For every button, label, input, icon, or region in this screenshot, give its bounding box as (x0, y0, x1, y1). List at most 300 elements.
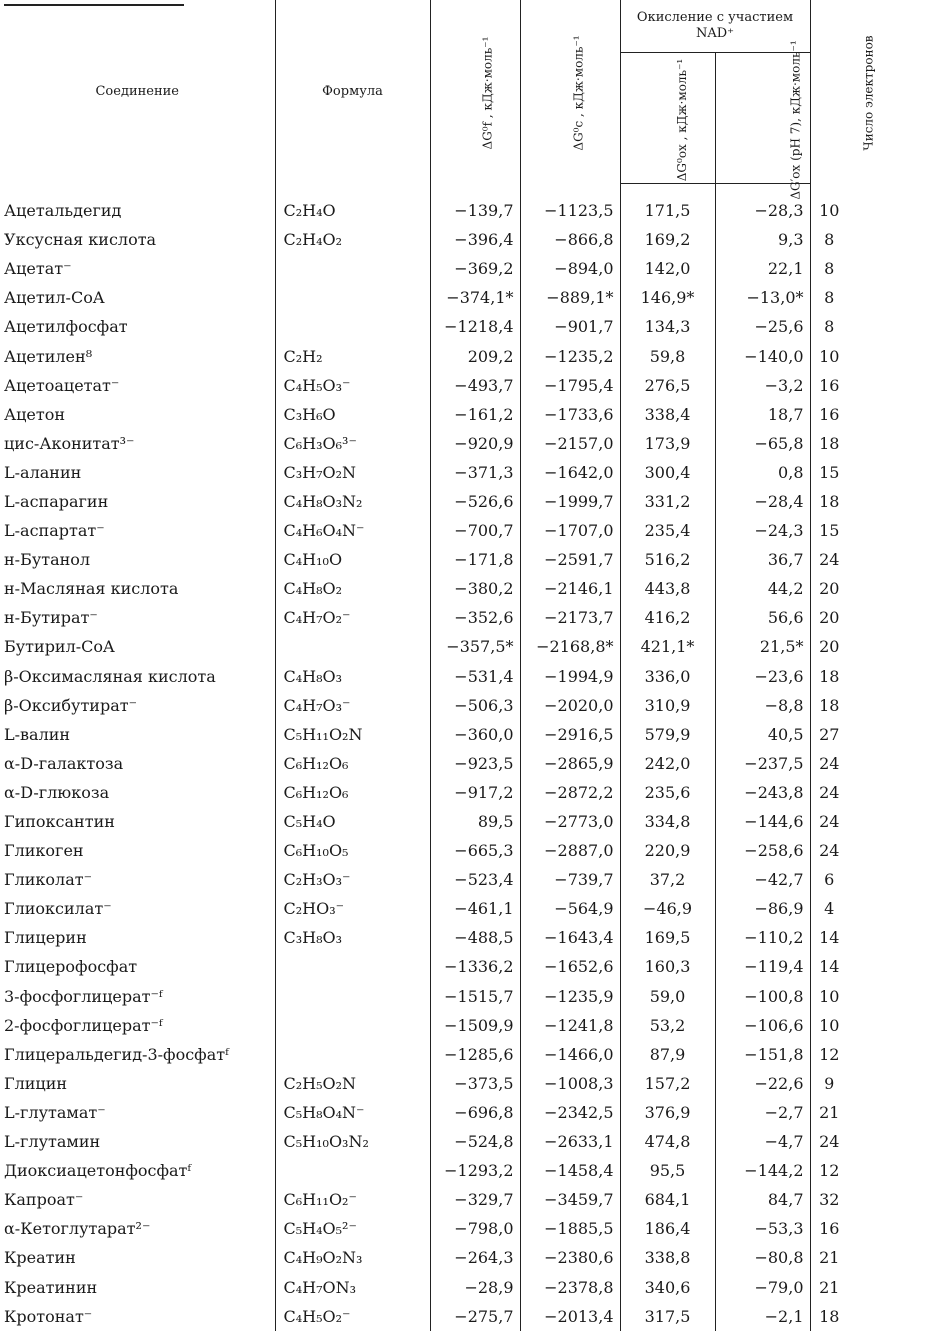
dgox-cell: 300,4 (620, 458, 715, 487)
electrons-cell: 18 (810, 487, 848, 516)
dgox7-cell: −151,8 (715, 1040, 810, 1069)
dgox-cell: 242,0 (620, 749, 715, 778)
table-row (0, 778, 848, 807)
formula-cell (275, 1011, 430, 1040)
table-row (0, 487, 848, 516)
dgc-cell: −2872,2 (520, 778, 620, 807)
table-row (0, 720, 848, 749)
electrons-cell: 20 (810, 574, 848, 603)
dgox-cell: 59,0 (620, 982, 715, 1011)
compound-cell: α-D-глюкоза (4, 782, 110, 802)
compound-cell: L-аспартат⁻ (4, 521, 105, 541)
dgox7-cell: 21,5* (715, 632, 810, 661)
dgc-cell: −2146,1 (520, 574, 620, 603)
formula-cell: C₄H₅O₂⁻ (275, 1302, 430, 1331)
dgox7-cell: −140,0 (715, 341, 810, 370)
dgc-cell: −1235,9 (520, 982, 620, 1011)
dgf-cell: −923,5 (430, 749, 520, 778)
compound-cell: Ацетилен⁸ (4, 346, 93, 366)
formula-cell (275, 1040, 430, 1069)
dgox7-cell: −25,6 (715, 312, 810, 341)
electrons-cell: 9 (810, 1069, 848, 1098)
dgox-cell: 516,2 (620, 545, 715, 574)
dgc-cell: −2591,7 (520, 545, 620, 574)
dgc-cell: −2633,1 (520, 1127, 620, 1156)
dgox-cell: 276,5 (620, 371, 715, 400)
electrons-cell: 14 (810, 923, 848, 952)
compound-cell: н-Бутират⁻ (4, 608, 98, 628)
compound-cell: Кротонат⁻ (4, 1306, 93, 1326)
dgc-cell: −1642,0 (520, 458, 620, 487)
dgf-cell: −329,7 (430, 1185, 520, 1214)
electrons-cell: 10 (810, 341, 848, 370)
header-electrons (810, 0, 876, 184)
compound-cell: цис-Аконитат³⁻ (4, 433, 135, 453)
dgc-cell: −2378,8 (520, 1272, 620, 1301)
table-body (0, 184, 848, 1331)
dgox7-cell: 36,7 (715, 545, 810, 574)
formula-cell: C₆H₁₁O₂⁻ (275, 1185, 430, 1214)
dgf-cell: −1293,2 (430, 1156, 520, 1185)
dgox7-cell: 40,5 (715, 720, 810, 749)
dgf-cell: −352,6 (430, 603, 520, 632)
table-row (0, 603, 848, 632)
dgf-cell: 209,2 (430, 341, 520, 370)
dgox7-cell: −3,2 (715, 371, 810, 400)
dgf-cell: −28,9 (430, 1272, 520, 1301)
formula-cell: C₅H₄O (275, 807, 430, 836)
dgc-cell: −1123,5 (520, 184, 620, 226)
table-row (0, 254, 848, 283)
dgc-cell: −894,0 (520, 254, 620, 283)
electrons-cell: 24 (810, 545, 848, 574)
compound-cell: Глиоксилат⁻ (4, 899, 112, 919)
dgf-cell: −380,2 (430, 574, 520, 603)
formula-cell: C₂HO₃⁻ (275, 894, 430, 923)
compound-cell: Диоксиацетонфосфатᶠ (4, 1161, 191, 1181)
dgc-cell: −1885,5 (520, 1214, 620, 1243)
electrons-cell: 12 (810, 1156, 848, 1185)
dgf-cell: −357,5* (430, 632, 520, 661)
dgf-cell: −396,4 (430, 225, 520, 254)
formula-cell: C₅H₁₀O₃N₂ (275, 1127, 430, 1156)
dgox-cell: 134,3 (620, 312, 715, 341)
table-row (0, 982, 848, 1011)
dgf-cell: −917,2 (430, 778, 520, 807)
table-row (0, 894, 848, 923)
dgf-cell: −374,1* (430, 283, 520, 312)
dgox-cell: 173,9 (620, 429, 715, 458)
table-row (0, 923, 848, 952)
formula-cell (275, 1156, 430, 1185)
table-row (0, 429, 848, 458)
formula-cell: C₃H₆O (275, 400, 430, 429)
table-row (0, 1243, 848, 1272)
dgc-cell: −2865,9 (520, 749, 620, 778)
dgox7-cell: −2,1 (715, 1302, 810, 1331)
dgox-cell: 171,5 (620, 184, 715, 226)
dgox7-cell: −79,0 (715, 1272, 810, 1301)
dgf-cell: −920,9 (430, 429, 520, 458)
dgc-cell: −1466,0 (520, 1040, 620, 1069)
dgox7-cell: −106,6 (715, 1011, 810, 1040)
dgc-cell: −866,8 (520, 225, 620, 254)
electrons-cell: 16 (810, 400, 848, 429)
header-dgox-text: ΔG⁰ox , кДж·моль⁻¹ (674, 58, 689, 181)
compound-cell: Ацетилфосфат (4, 317, 128, 337)
compound-cell: н-Масляная кислота (4, 579, 179, 599)
electrons-cell: 8 (810, 283, 848, 312)
dgox-cell: 186,4 (620, 1214, 715, 1243)
dgox-cell: 87,9 (620, 1040, 715, 1069)
compound-cell: α-Кетоглутарат²⁻ (4, 1219, 151, 1239)
dgf-cell: −1285,6 (430, 1040, 520, 1069)
formula-cell (275, 283, 430, 312)
electrons-cell: 21 (810, 1098, 848, 1127)
electrons-cell: 20 (810, 603, 848, 632)
header-electrons-text: Число электронов (861, 35, 876, 151)
dgox-cell: 331,2 (620, 487, 715, 516)
dgc-cell: −564,9 (520, 894, 620, 923)
compound-cell: Гликоген (4, 841, 84, 861)
dgc-cell: −1707,0 (520, 516, 620, 545)
table-row (0, 952, 848, 981)
formula-cell (275, 254, 430, 283)
formula-cell: C₄H₅O₃⁻ (275, 371, 430, 400)
dgf-cell: −526,6 (430, 487, 520, 516)
dgf-cell: −161,2 (430, 400, 520, 429)
formula-cell: C₆H₁₂O₆ (275, 749, 430, 778)
dgox-cell: 146,9* (620, 283, 715, 312)
dgox-cell: 684,1 (620, 1185, 715, 1214)
dgox7-cell: −144,2 (715, 1156, 810, 1185)
compound-cell: Глицин (4, 1073, 68, 1093)
dgc-cell: −889,1* (520, 283, 620, 312)
dgox-cell: 338,8 (620, 1243, 715, 1272)
electrons-cell: 10 (810, 1011, 848, 1040)
compound-cell: Креатинин (4, 1277, 98, 1297)
dgox7-cell: −13,0* (715, 283, 810, 312)
dgc-cell: −1733,6 (520, 400, 620, 429)
dgox-cell: 310,9 (620, 691, 715, 720)
dgox-cell: 160,3 (620, 952, 715, 981)
formula-cell: C₂H₂ (275, 341, 430, 370)
electrons-cell: 18 (810, 662, 848, 691)
table-row (0, 632, 848, 661)
dgc-cell: −1795,4 (520, 371, 620, 400)
compound-cell: Креатин (4, 1248, 76, 1268)
table-row (0, 662, 848, 691)
dgc-cell: −901,7 (520, 312, 620, 341)
dgox7-cell: −23,6 (715, 662, 810, 691)
table-row (0, 1011, 848, 1040)
formula-cell: C₅H₈O₄N⁻ (275, 1098, 430, 1127)
dgox7-cell: −24,3 (715, 516, 810, 545)
dgox7-cell: −80,8 (715, 1243, 810, 1272)
electrons-cell: 4 (810, 894, 848, 923)
compound-cell: Глицеральдегид-3-фосфатᶠ (4, 1044, 229, 1064)
formula-cell: C₅H₄O₅²⁻ (275, 1214, 430, 1243)
header-dgf (430, 0, 520, 184)
compound-cell: Ацетон (4, 404, 66, 424)
dgc-cell: −1241,8 (520, 1011, 620, 1040)
dgf-cell: −506,3 (430, 691, 520, 720)
compound-cell: Уксусная кислота (4, 230, 157, 250)
dgc-cell: −1458,4 (520, 1156, 620, 1185)
table-row (0, 836, 848, 865)
dgc-cell: −1999,7 (520, 487, 620, 516)
electrons-cell: 24 (810, 749, 848, 778)
header-compound: Соединение (95, 84, 180, 100)
formula-cell: C₆H₁₂O₆ (275, 778, 430, 807)
header-formula: Формула (275, 0, 430, 184)
electrons-cell: 24 (810, 836, 848, 865)
dgf-cell: −1509,9 (430, 1011, 520, 1040)
dgc-cell: −2887,0 (520, 836, 620, 865)
dgf-cell: −264,3 (430, 1243, 520, 1272)
table-row (0, 1069, 848, 1098)
dgox7-cell: 18,7 (715, 400, 810, 429)
dgox7-cell: 9,3 (715, 225, 810, 254)
dgox-cell: 220,9 (620, 836, 715, 865)
compound-cell: β-Оксибутират⁻ (4, 695, 138, 715)
compound-cell: Глицерофосфат (4, 957, 138, 977)
dgc-cell: −1643,4 (520, 923, 620, 952)
dgf-cell: −371,3 (430, 458, 520, 487)
electrons-cell: 12 (810, 1040, 848, 1069)
dgf-cell: −488,5 (430, 923, 520, 952)
dgf-cell: −1515,7 (430, 982, 520, 1011)
header-dgox (620, 53, 715, 184)
header-dgf-text: ΔG⁰f , кДж·моль⁻¹ (479, 36, 494, 150)
electrons-cell: 15 (810, 458, 848, 487)
dgf-cell: −798,0 (430, 1214, 520, 1243)
table-row (0, 516, 848, 545)
electrons-cell: 14 (810, 952, 848, 981)
dgf-cell: 89,5 (430, 807, 520, 836)
dgox-cell: 235,6 (620, 778, 715, 807)
dgox7-cell: −28,4 (715, 487, 810, 516)
dgox-cell: 421,1* (620, 632, 715, 661)
compound-cell: L-аспарагин (4, 491, 109, 511)
formula-cell: C₄H₁₀O (275, 545, 430, 574)
electrons-cell: 24 (810, 778, 848, 807)
dgox7-cell: −28,3 (715, 184, 810, 226)
compound-cell: 3-фосфоглицерат⁻ᶠ (4, 986, 163, 1006)
dgox-cell: 443,8 (620, 574, 715, 603)
formula-cell: C₄H₇O₃⁻ (275, 691, 430, 720)
table-row (0, 1214, 848, 1243)
dgf-cell: −275,7 (430, 1302, 520, 1331)
formula-cell: C₄H₇O₂⁻ (275, 603, 430, 632)
dgf-cell: −696,8 (430, 1098, 520, 1127)
electrons-cell: 24 (810, 807, 848, 836)
dgox-cell: 235,4 (620, 516, 715, 545)
compound-cell: Глицерин (4, 928, 87, 948)
dgox7-cell: −110,2 (715, 923, 810, 952)
dgox-cell: 334,8 (620, 807, 715, 836)
electrons-cell: 8 (810, 312, 848, 341)
table-row (0, 312, 848, 341)
electrons-cell: 27 (810, 720, 848, 749)
dgf-cell: −1218,4 (430, 312, 520, 341)
dgox7-cell: −258,6 (715, 836, 810, 865)
dgox-cell: 169,5 (620, 923, 715, 952)
dgox7-cell: −119,4 (715, 952, 810, 981)
electrons-cell: 24 (810, 1127, 848, 1156)
dgox-cell: 142,0 (620, 254, 715, 283)
formula-cell: C₄H₈O₂ (275, 574, 430, 603)
dgf-cell: −531,4 (430, 662, 520, 691)
dgc-cell: −2916,5 (520, 720, 620, 749)
table-row (0, 1302, 848, 1331)
dgox7-cell: −65,8 (715, 429, 810, 458)
table-row (0, 400, 848, 429)
compound-cell: L-глутамин (4, 1132, 101, 1152)
formula-cell (275, 952, 430, 981)
electrons-cell: 10 (810, 184, 848, 226)
dgf-cell: −523,4 (430, 865, 520, 894)
dgox7-cell: −42,7 (715, 865, 810, 894)
compound-cell: Гипоксантин (4, 812, 115, 832)
electrons-cell: 15 (810, 516, 848, 545)
dgox7-cell: −4,7 (715, 1127, 810, 1156)
dgf-cell: −360,0 (430, 720, 520, 749)
dgox-cell: 376,9 (620, 1098, 715, 1127)
dgc-cell: −739,7 (520, 865, 620, 894)
table-row (0, 371, 848, 400)
formula-cell: C₂H₄O₂ (275, 225, 430, 254)
dgox7-cell: −53,3 (715, 1214, 810, 1243)
dgox-cell: 157,2 (620, 1069, 715, 1098)
compound-cell: L-глутамат⁻ (4, 1102, 106, 1122)
compound-cell: 2-фосфоглицерат⁻ᶠ (4, 1015, 163, 1035)
compound-cell: н-Бутанол (4, 550, 91, 570)
dgf-cell: −665,3 (430, 836, 520, 865)
dgf-cell: −1336,2 (430, 952, 520, 981)
electrons-cell: 18 (810, 691, 848, 720)
dgox-cell: 416,2 (620, 603, 715, 632)
header-dgc (520, 0, 620, 184)
dgox-cell: 37,2 (620, 865, 715, 894)
dgc-cell: −2773,0 (520, 807, 620, 836)
formula-cell: C₂H₅O₂N (275, 1069, 430, 1098)
dgf-cell: −373,5 (430, 1069, 520, 1098)
dgox-cell: 340,6 (620, 1272, 715, 1301)
table-header (0, 0, 876, 200)
dgox7-cell: −8,8 (715, 691, 810, 720)
formula-cell: C₂H₃O₃⁻ (275, 865, 430, 894)
dgf-cell: −700,7 (430, 516, 520, 545)
dgc-cell: −1994,9 (520, 662, 620, 691)
dgox7-cell: −100,8 (715, 982, 810, 1011)
dgf-cell: −171,8 (430, 545, 520, 574)
electrons-cell: 20 (810, 632, 848, 661)
dgox7-cell: −237,5 (715, 749, 810, 778)
dgox-cell: 53,2 (620, 1011, 715, 1040)
dgf-cell: −524,8 (430, 1127, 520, 1156)
table-row (0, 691, 848, 720)
table-row (0, 749, 848, 778)
table-row (0, 1127, 848, 1156)
table-row (0, 458, 848, 487)
header-dgox7 (715, 39, 810, 200)
dgox7-cell: −2,7 (715, 1098, 810, 1127)
dgc-cell: −3459,7 (520, 1185, 620, 1214)
dgox-cell: 169,2 (620, 225, 715, 254)
electrons-cell: 6 (810, 865, 848, 894)
dgc-cell: −2173,7 (520, 603, 620, 632)
compound-cell: Капроат⁻ (4, 1190, 84, 1210)
electrons-cell: 8 (810, 254, 848, 283)
formula-cell (275, 312, 430, 341)
compound-cell: Ацетат⁻ (4, 259, 72, 279)
dgox-cell: 59,8 (620, 341, 715, 370)
formula-cell: C₄H₇ON₃ (275, 1272, 430, 1301)
electrons-cell: 18 (810, 429, 848, 458)
compound-cell: L-валин (4, 724, 71, 744)
dgf-cell: −369,2 (430, 254, 520, 283)
dgf-cell: −461,1 (430, 894, 520, 923)
dgox7-cell: 84,7 (715, 1185, 810, 1214)
formula-cell: C₄H₈O₃N₂ (275, 487, 430, 516)
compound-cell: L-аланин (4, 462, 82, 482)
formula-cell (275, 632, 430, 661)
header-dgc-text: ΔG⁰c , кДж·моль⁻¹ (571, 35, 586, 151)
dgc-cell: −2157,0 (520, 429, 620, 458)
formula-cell: C₄H₈O₃ (275, 662, 430, 691)
dgox7-cell: −86,9 (715, 894, 810, 923)
table-row (0, 865, 848, 894)
table-row (0, 1272, 848, 1301)
table-row (0, 1040, 848, 1069)
formula-cell: C₄H₉O₂N₃ (275, 1243, 430, 1272)
formula-cell: C₆H₁₀O₅ (275, 836, 430, 865)
table-row (0, 283, 848, 312)
dgox-cell: 474,8 (620, 1127, 715, 1156)
electrons-cell: 21 (810, 1272, 848, 1301)
dgox7-cell: −144,6 (715, 807, 810, 836)
formula-cell: C₃H₇O₂N (275, 458, 430, 487)
dgox-cell: 338,4 (620, 400, 715, 429)
formula-cell: C₅H₁₁O₂N (275, 720, 430, 749)
dgc-cell: −2342,5 (520, 1098, 620, 1127)
compound-cell: Ацетоацетат⁻ (4, 375, 120, 395)
compound-cell: α-D-галактоза (4, 753, 124, 773)
table-row (0, 545, 848, 574)
dgox7-cell: −243,8 (715, 778, 810, 807)
dgf-cell: −493,7 (430, 371, 520, 400)
formula-cell (275, 982, 430, 1011)
dgox-cell: 336,0 (620, 662, 715, 691)
table-row (0, 807, 848, 836)
table-row (0, 574, 848, 603)
dgox7-cell: 22,1 (715, 254, 810, 283)
dgox-cell: 579,9 (620, 720, 715, 749)
table-row (0, 225, 848, 254)
dgox7-cell: 44,2 (715, 574, 810, 603)
compound-cell: Гликолат⁻ (4, 870, 93, 890)
electrons-cell: 16 (810, 1214, 848, 1243)
formula-cell: C₆H₃O₆³⁻ (275, 429, 430, 458)
formula-cell: C₄H₆O₄N⁻ (275, 516, 430, 545)
table-row (0, 341, 848, 370)
header-dgox7-text: ΔG′ox (pH 7), кДж·моль⁻¹ (788, 39, 803, 200)
dgc-cell: −1008,3 (520, 1069, 620, 1098)
dgc-cell: −1652,6 (520, 952, 620, 981)
compound-cell: β-Оксимасляная кислота (4, 666, 216, 686)
dgox7-cell: 0,8 (715, 458, 810, 487)
